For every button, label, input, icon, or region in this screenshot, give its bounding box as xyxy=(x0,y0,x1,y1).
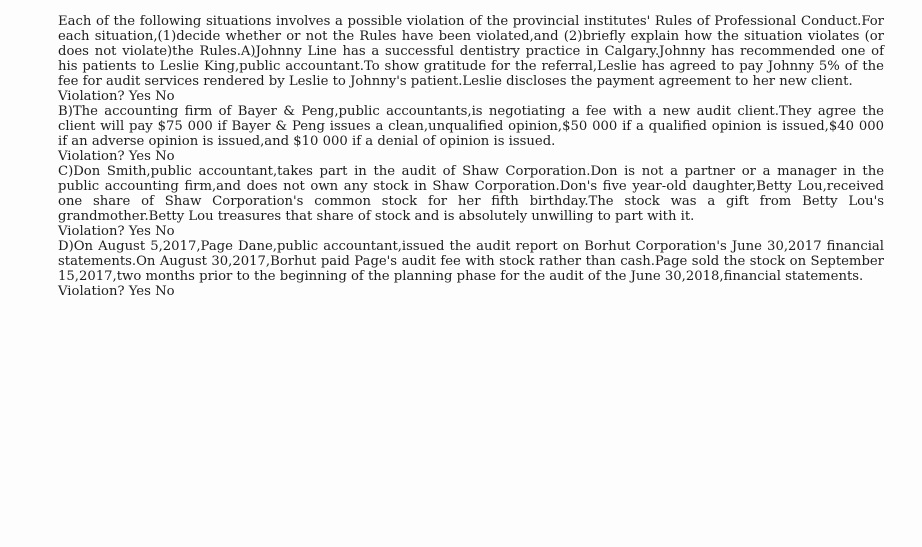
situation-a-text: A)Johnny Line has a successful dentistry practice in Calgary.Johnny has recommended one of his patients to Leslie King,public accountant.To show gratitude for the referral,Leslie has agreed to pay Johnny 5% of the fee for audit services rendered by Leslie to Johnny's patient.Leslie discloses the payment agreement to her new client. xyxy=(58,44,884,89)
intro-text: Each of the following situations involves a possible violation of the provincial institutes' Rules of Professional Conduct.For each situation,(1)decide whether or not the Rules have been violated,and (2)briefly explain how the situation violates (or does not violate)the Rules. xyxy=(58,14,884,59)
situation-b-question: Violation? Yes No xyxy=(58,149,175,164)
question-body xyxy=(58,14,884,89)
situation-a-question: Violation? Yes No xyxy=(58,89,175,104)
question-text xyxy=(58,14,884,299)
situation-c-question: Violation? Yes No xyxy=(58,224,175,239)
situation-b-text: B)The accounting firm of Bayer & Peng,public accountants,is negotiating a fee with a new audit client.They agree the client will pay $75 000 if Bayer & Peng issues a clean,unqualified opinion,$50 000 if a qualified opinion is issued,$40 000 if an adverse opinion is issued,and $10 000 if a denial of opinion is issued. xyxy=(58,104,884,149)
situation-c-text: C)Don Smith,public accountant,takes part in the audit of Shaw Corporation.Don is not a partner or a manager in the public accounting firm,and does not own any stock in Shaw Corporation.Don's five year-old daughter,Betty Lou,received one share of Shaw Corporation's common stock for her fifth birthday.The stock was a gift from Betty Lou's grandmother.Betty Lou treasures that share of stock and is absolutely unwilling to part with it. xyxy=(58,164,884,224)
situation-d-text: D)On August 5,2017,Page Dane,public accountant,issued the audit report on Borhut Corporation's June 30,2017 financial statements.On August 30,2017,Borhut paid Page's audit fee with stock rather than cash.Page sold the stock on September 15,2017,two months prior to the beginning of the planning phase for the audit of the June 30,2018,financial statements. xyxy=(58,239,884,284)
situation-d-question: Violation? Yes No xyxy=(58,284,175,299)
